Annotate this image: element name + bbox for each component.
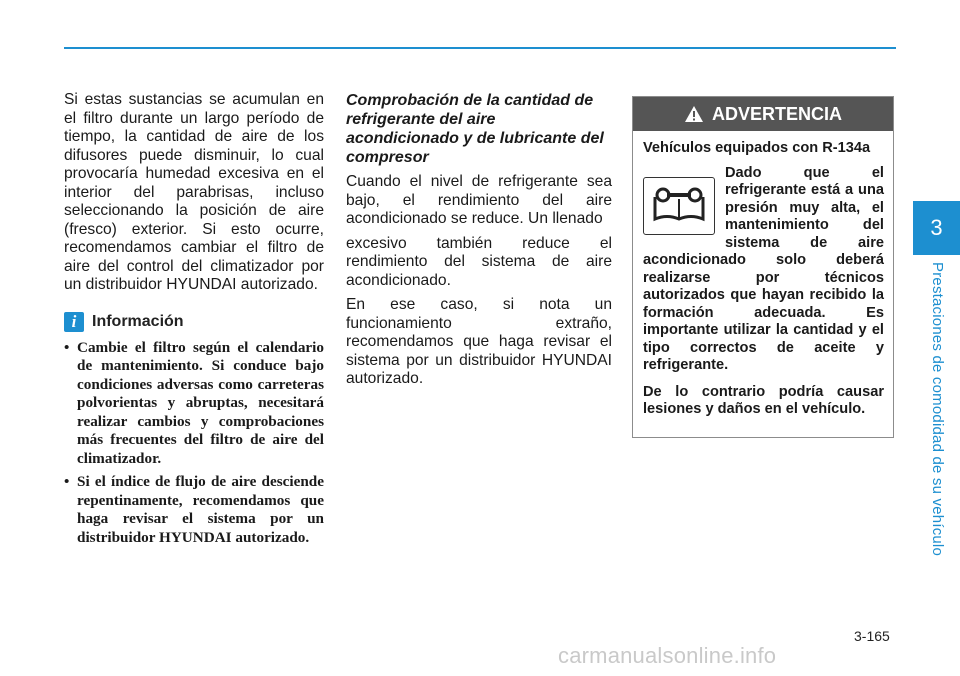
chapter-title: Prestaciones de comodidad de su vehículo	[929, 262, 946, 557]
warning-text: Dado que el refrigerante está a una presión muy alta, el mantenimiento del sistema de aire acondicionado solo deberá realizarse por técnicos autorizados que hayan recibido la formación adecuada. Es importante utilizar la cantidad y el tipo correctos de aceite y refrigerante.	[643, 164, 884, 373]
section-title: Comprobación de la cantidad de refrigerante del aire acondicionado y de lubricante del compresor	[346, 92, 604, 166]
info-title: Información	[92, 312, 184, 330]
warning-box	[632, 96, 894, 438]
middle-column	[346, 91, 612, 395]
filter-paragraph: Si estas sustancias se acumulan en el filtro durante un largo período de tiempo, la cantidad de aire de los difusores puede disminuir, lo cual provocaría humedad excesiva en el interior del parabrisas, incluso seleccionando la posición de aire (fresco) exterior. Si esto ocurre, recomendamos cambiar el filtro de aire del control del climatizador por un distribuidor HYUNDAI autorizado.	[64, 91, 324, 293]
refrigerant-paragraph-2: excesivo también reduce el rendimiento del sistema de aire acondicionado.	[346, 234, 612, 289]
info-heading	[64, 312, 324, 332]
header-rule	[64, 47, 896, 49]
page-number: 3-165	[854, 628, 890, 644]
warning-extra: De lo contrario podría causar lesiones y daños en el vehículo.	[643, 383, 884, 417]
service-manual-icon	[643, 177, 715, 235]
refrigerant-paragraph-3: En ese caso, si nota un funcionamiento extraño, recomendamos que haga revisar el sistema por un distribuidor HYUNDAI autorizado.	[346, 296, 612, 387]
chapter-number-tab	[913, 201, 960, 255]
info-list	[64, 339, 324, 548]
watermark: carmanualsonline.info	[558, 643, 777, 668]
info-bullet-2: • Si el índice de flujo de aire desciende repentinamente, recomendamos que haga revisar el sistema por un distribuidor HYUNDAI autorizado.	[64, 473, 324, 547]
warning-title: ADVERTENCIA	[711, 103, 842, 124]
left-column	[64, 91, 324, 552]
chapter-number: 3	[930, 215, 943, 240]
warning-triangle-icon	[684, 105, 704, 123]
warning-header	[633, 97, 893, 131]
info-bullet-1: • Cambie el filtro según el calendario de mantenimiento. Si conduce bajo condiciones adversas como carreteras polvorientas y abruptas, necesitará realizar cambios y comprobaciones más frecuentes del filtro de aire del climatizador.	[64, 339, 324, 469]
warning-label: Vehículos equipados con R-134a	[643, 140, 871, 156]
refrigerant-paragraph-1: Cuando el nivel de refrigerante sea bajo, el rendimiento del aire acondicionado se reduce. Un llenado	[346, 173, 612, 227]
warning-body	[633, 131, 893, 419]
info-icon: i	[64, 312, 84, 332]
